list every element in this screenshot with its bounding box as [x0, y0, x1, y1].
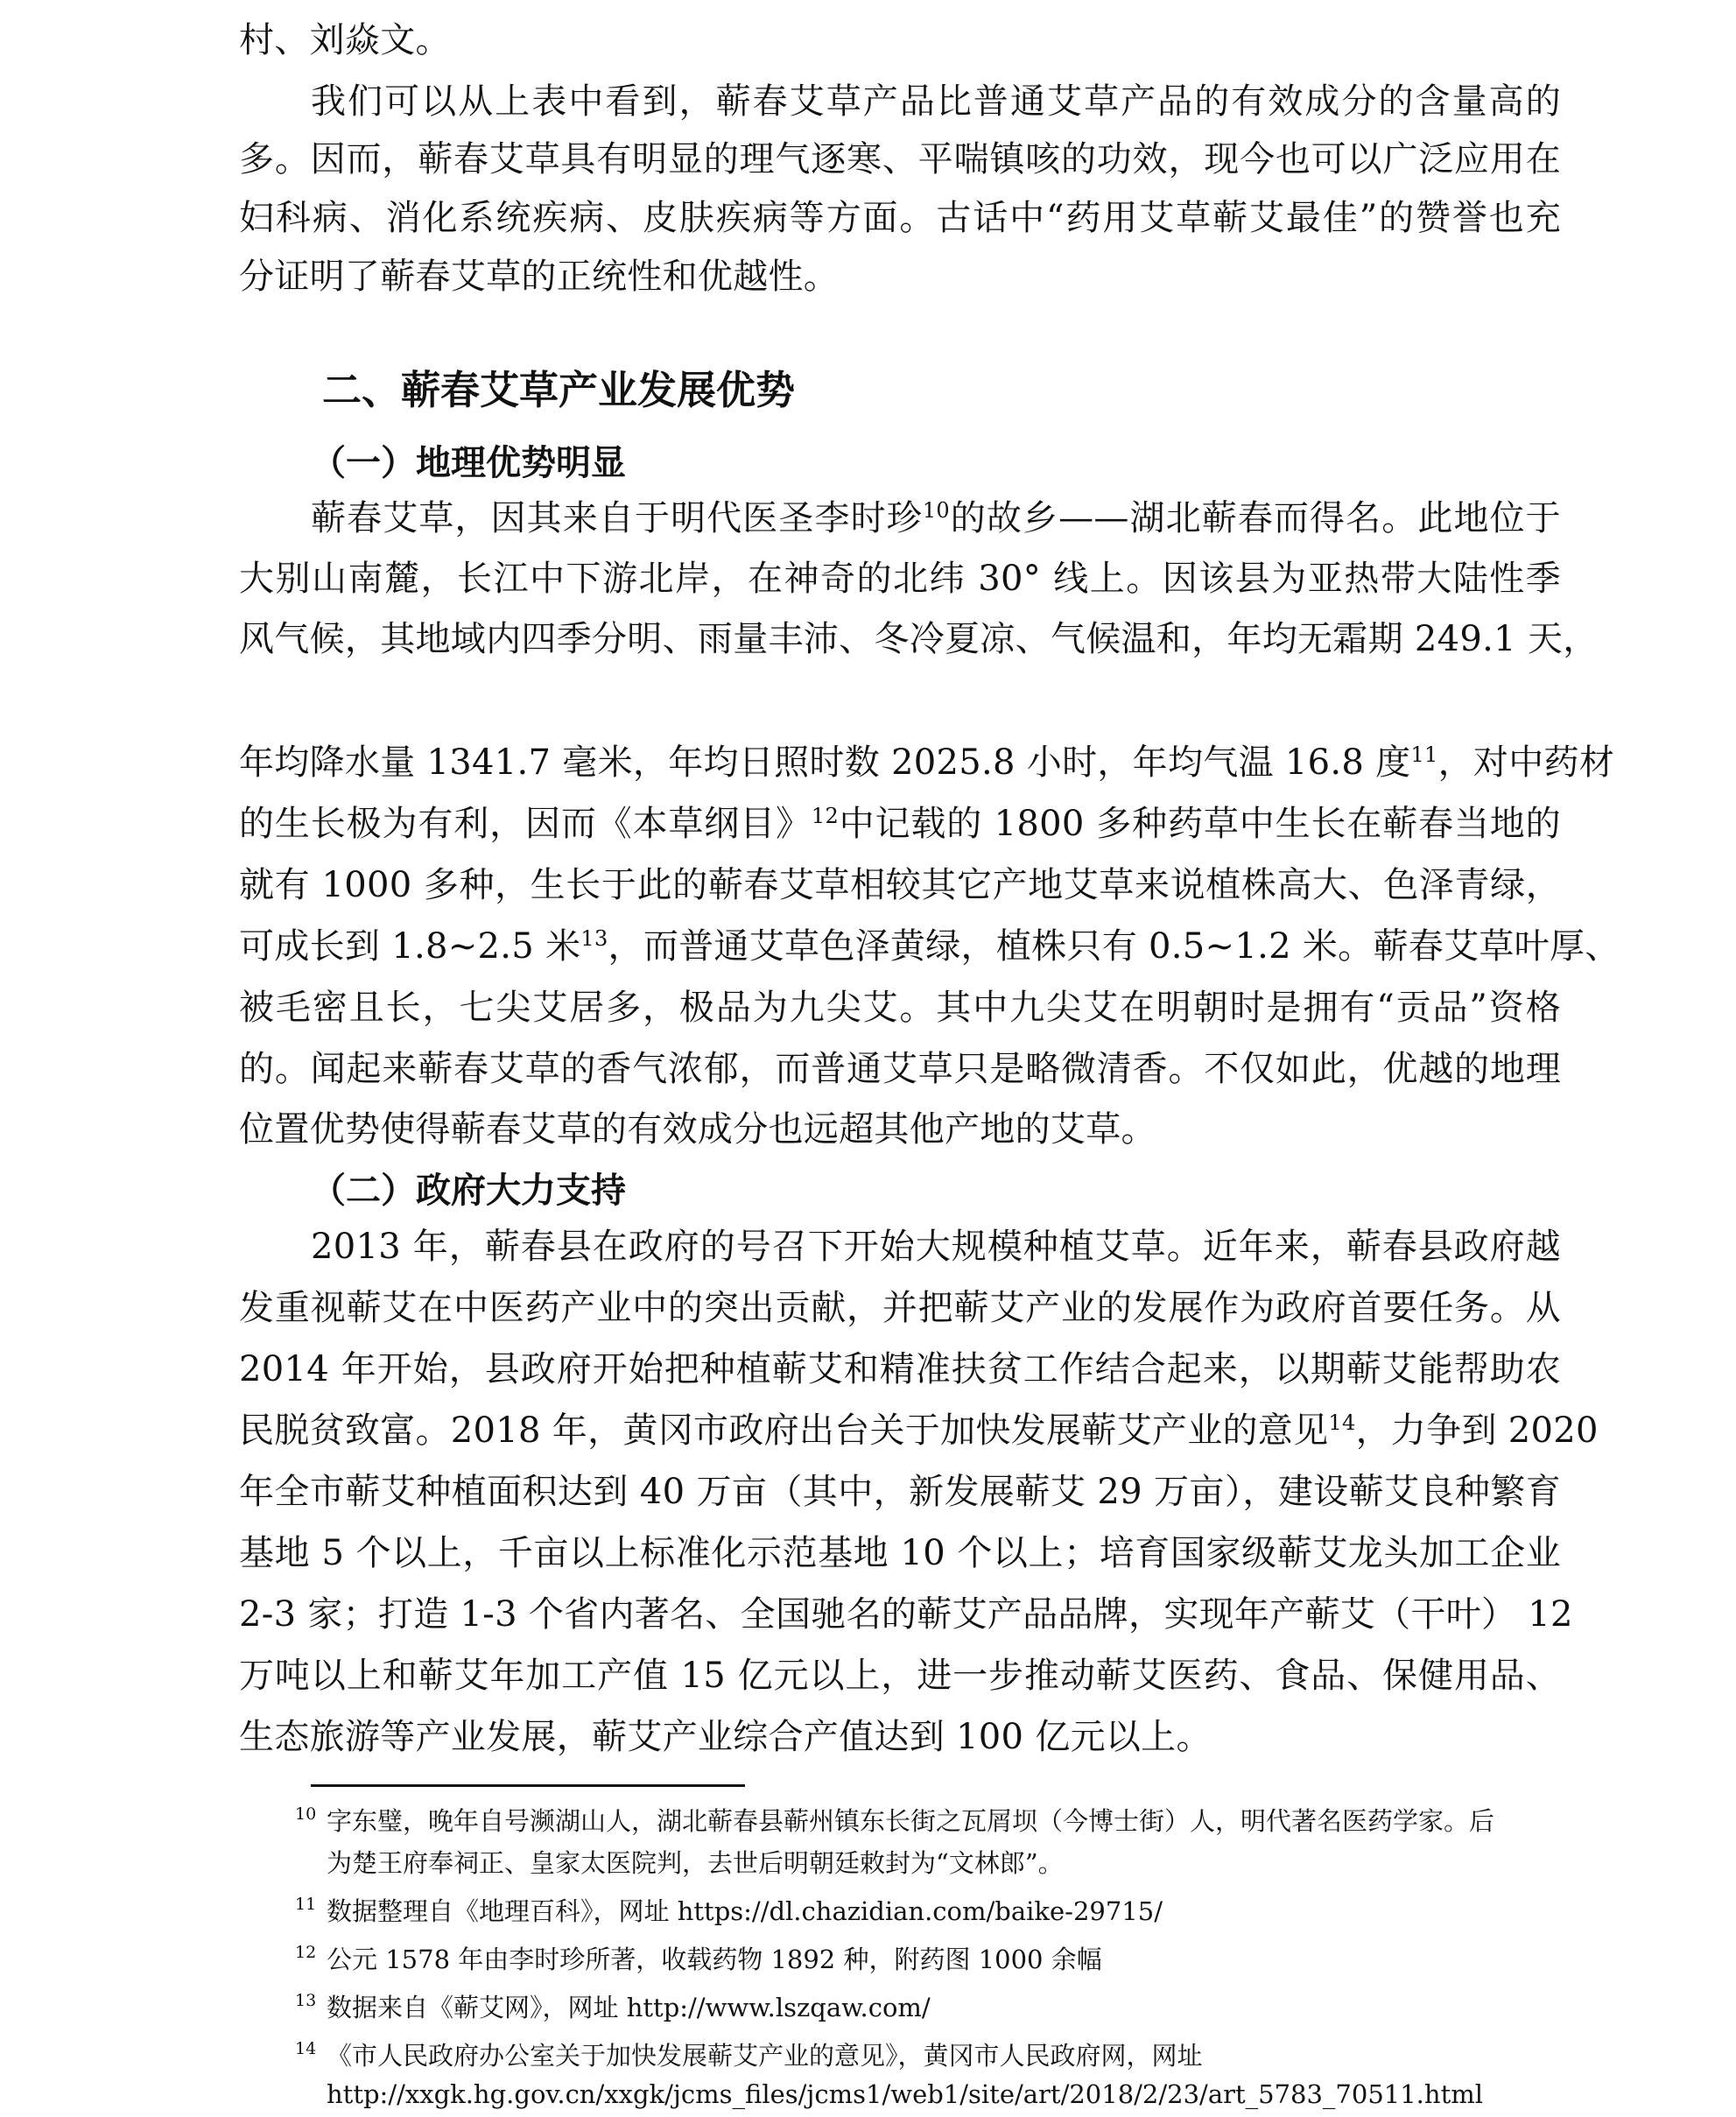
footnote-11: 11 数据整理自《地理百科》，网址 https://dl.chazidian.com/baike-29715/ — [295, 1895, 1163, 1926]
sub1-line-11: 位置优势使得蕲春艾草的有效成分也远超其他产地的艾草。 — [239, 1109, 1156, 1150]
footnote-ref-11[interactable]: 11 — [1410, 742, 1438, 767]
sub2-line-6: 基地 5 个以上，千亩以上标准化示范基地 10 个以上；培育国家级蕲艾龙头加工企业 — [239, 1533, 1561, 1573]
sub1-line-6: 的生长极为有利，因而《本草纲目》$^{12}$中记载的 1800 多种药草中生长在蕲春当地的 — [239, 804, 1561, 844]
footnote-14: 14 《市人民政府办公室关于加快发展蕲艾产业的意见》，黄冈市人民政府网，网址 — [295, 2039, 1203, 2071]
sub1-line-1: 蕲春艾草，因其来自于明代医圣李时珍$^{10}$的故乡——湖北蕲春而得名。此地位于 — [311, 498, 1561, 538]
para1-line-3: 妇科病、消化系统疾病、皮肤疾病等方面。古话中“药用艾草蕲艾最佳”的赞誉也充 — [239, 198, 1561, 238]
para1-line-4: 分证明了蕲春艾草的正统性和优越性。 — [239, 257, 840, 297]
sub2-line-7: 2-3 家；打造 1-3 个省内著名、全国驰名的蕲艾产品品牌，实现年产蕲艾（干叶） 12 — [239, 1594, 1573, 1635]
para1-line-1: 我们可以从上表中看到，蕲春艾草产品比普通艾草产品的有效成分的含量高的 — [311, 81, 1561, 122]
sub2-line-5: 年全市蕲艾种植面积达到 40 万亩（其中，新发展蕲艾 29 万亩），建设蕲艾良种繁育 — [239, 1472, 1561, 1512]
footnote-12: 12 公元 1578 年由李时珍所著，收载药物 1892 种，附药图 1000 余幅 — [295, 1943, 1102, 1974]
document-page — [239, 0, 1620, 2117]
para1-line-2: 多。因而，蕲春艾草具有明显的理气逐寒、平喘镇咳的功效，现今也可以广泛应用在 — [239, 139, 1561, 179]
sub2-line-2: 发重视蕲艾在中医药产业中的突出贡献，并把蕲艾产业的发展作为政府首要任务。从 — [239, 1288, 1561, 1328]
footnote-10-continued: 为楚王府奉祠正、皇家太医院判，去世后明朝廷敕封为“文林郎”。 — [327, 1848, 1064, 1878]
sub1-line-10: 的。闻起来蕲春艾草的香气浓郁，而普通艾草只是略微清香。不仅如此，优越的地理 — [239, 1049, 1561, 1089]
sub1-line-8: 可成长到 1.8~2.5 米$^{13}$，而普通艾草色泽黄绿，植株只有 0.5~1.2 米。蕲春艾草叶厚、 — [239, 926, 1620, 967]
sub2-line-8: 万吨以上和蕲艾年加工产值 15 亿元以上，进一步推动蕲艾医药、食品、保健用品、 — [239, 1656, 1561, 1696]
subsection-2-heading: （二）政府大力支持 — [311, 1171, 626, 1211]
sub2-line-3: 2014 年开始，县政府开始把种植蕲艾和精准扶贫工作结合起来，以期蕲艾能帮助农 — [239, 1349, 1561, 1389]
sub1-line-7: 就有 1000 多种，生长于此的蕲春艾草相较其它产地艾草来说植株高大、色泽青绿， — [239, 865, 1561, 905]
footnote-ref-12[interactable]: 12 — [811, 804, 840, 828]
carryover-line: 村、刘焱文。 — [239, 20, 451, 60]
sub2-line-9: 生态旅游等产业发展，蕲艾产业综合产值达到 100 亿元以上。 — [239, 1717, 1212, 1757]
sub1-line-9: 被毛密且长，七尖艾居多，极品为九尖艾。其中九尖艾在明朝时是拥有“贡品”资格 — [239, 988, 1561, 1028]
footnote-ref-10[interactable]: 10 — [922, 498, 950, 523]
sub1-line-3: 风气候，其地域内四季分明、雨量丰沛、冬冷夏凉、气候温和，年均无霜期 249.1 天， — [239, 619, 1599, 659]
sub1-line-2: 大别山南麓，长江中下游北岸，在神奇的北纬 30° 线上。因该县为亚热带大陆性季 — [239, 559, 1561, 599]
footnote-10: 10 字东璧，晚年自号濒湖山人，湖北蕲春县蕲州镇东长街之瓦屑坝（今博士街）人，明代著名医药学家。后 — [295, 1804, 1495, 1836]
footnote-14-url[interactable]: http://xxgk.hg.gov.cn/xxgk/jcms_files/jcms1/web1/site/art/2018/2/23/art_5783_70511.html — [327, 2079, 1484, 2109]
footnote-separator — [311, 1784, 745, 1787]
footnote-ref-13[interactable]: 13 — [580, 926, 608, 951]
footnote-ref-14[interactable]: 14 — [1328, 1410, 1356, 1435]
section-heading: 二、蕲春艾草产业发展优势 — [322, 367, 796, 413]
sub1-line-5: 年均降水量 1341.7 毫米，年均日照时数 2025.8 小时，年均气温 16.8 度$^{11}$，对中药材 — [239, 742, 1615, 783]
footnote-13: 13 数据来自《蕲艾网》，网址 http://www.lszqaw.com/ — [295, 1991, 931, 2022]
sub2-line-4: 民脱贫致富。2018 年，黄冈市政府出台关于加快发展蕲艾产业的意见$^{14}$，力争到 2020 — [239, 1410, 1599, 1451]
sub2-line-1: 2013 年，蕲春县在政府的号召下开始大规模种植艾草。近年来，蕲春县政府越 — [311, 1227, 1561, 1267]
subsection-1-heading: （一）地理优势明显 — [311, 443, 626, 483]
